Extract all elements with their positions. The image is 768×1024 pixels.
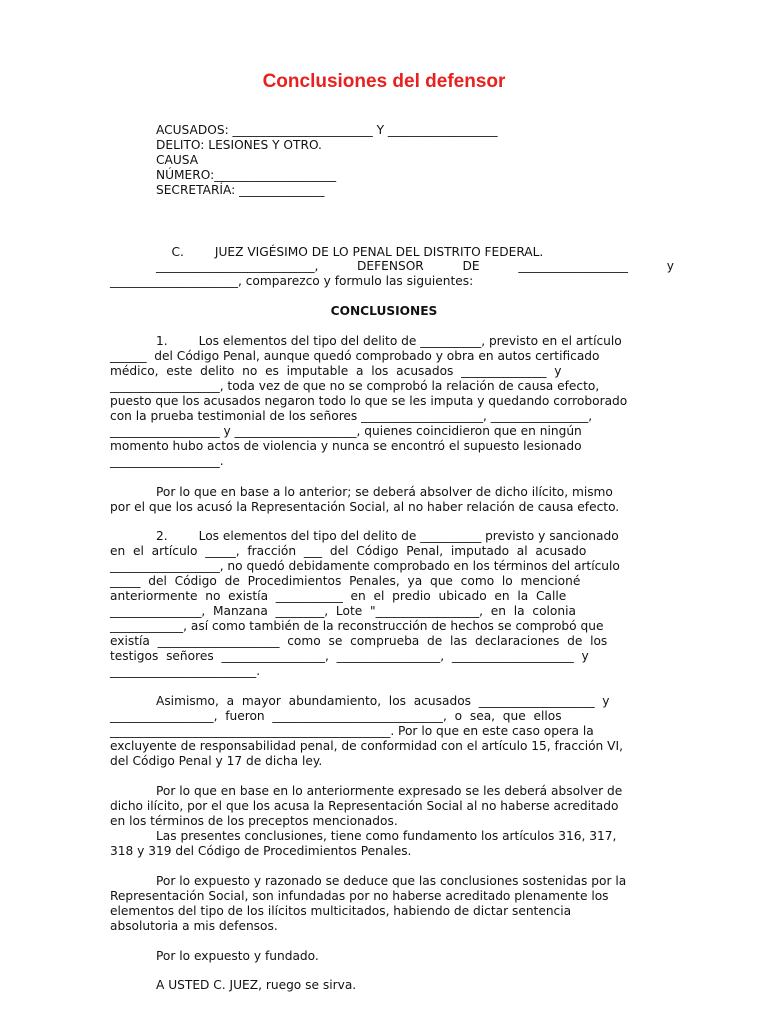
paragraph-line: ______________________________________________. Por lo que en este caso opera la <box>110 724 594 738</box>
paragraph-line: _____ del Código de Procedimientos Penales, ya que como lo mencioné <box>110 574 581 588</box>
paragraph-line: Por lo expuesto y fundado. <box>156 949 319 963</box>
section-heading: CONCLUSIONES <box>330 304 438 318</box>
intro-line: __________________________, DEFENSOR DE __________________ y <box>156 259 674 273</box>
paragraph-line: testigos señores _________________, _________________, ____________________ y <box>110 649 589 663</box>
paragraph-line: con la prueba testimonial de los señores ____________________, ________________, <box>110 409 593 423</box>
paragraph-line: 2. Los elementos del tipo del delito de __________ previsto y sancionado <box>156 529 619 543</box>
paragraph-6 <box>110 829 658 859</box>
paragraph-9 <box>110 978 658 993</box>
paragraph-2 <box>110 485 658 515</box>
header-line: SECRETARÍA: ______________ <box>156 183 325 197</box>
paragraph-line: Por lo que en base a lo anterior; se deberá absolver de dicho ilícito, mismo <box>156 485 613 499</box>
paragraph-line: en el artículo _____, fracción ___ del Código Penal, imputado al acusado <box>110 544 587 558</box>
header-line: ACUSADOS: _______________________ Y __________________ <box>156 123 498 137</box>
paragraph-line: elementos del tipo de los ilícitos multicitados, habiendo de dictar sentencia <box>110 904 572 918</box>
intro-line: _____________________, comparezco y formulo las siguientes: <box>110 274 474 288</box>
header-line: CAUSA <box>156 153 199 167</box>
paragraph-line: del Código Penal y 17 de dicha ley. <box>110 754 323 768</box>
paragraph-7 <box>110 874 658 934</box>
paragraph-line: momento hubo actos de violencia y nunca se encontró el supuesto lesionado <box>110 439 582 453</box>
paragraph-line: _______________, Manzana ________, Lote "_________________, en la colonia <box>110 604 576 618</box>
paragraph-line: Asimismo, a mayor abundamiento, los acusados ___________________ y <box>156 694 610 708</box>
paragraph-line: puesto que los acusados negaron todo lo que se les imputa y quedando corroborado <box>110 394 628 408</box>
paragraph-4 <box>110 694 658 769</box>
paragraph-line: __________________. <box>110 454 224 468</box>
paragraph-line: __________________, no quedó debidamente comprobado en los términos del artículo <box>110 559 620 573</box>
paragraph-line: Las presentes conclusiones, tiene como fundamento los artículos 316, 317, <box>156 829 617 843</box>
paragraph-line: 318 y 319 del Código de Procedimientos Penales. <box>110 844 412 858</box>
paragraph-line: __________________, toda vez de que no se comprobó la relación de causa efecto, <box>110 379 600 393</box>
case-header <box>156 123 656 198</box>
paragraph-line: excluyente de responsabilidad penal, de conformidad con el artículo 15, fracción VI, <box>110 739 623 753</box>
paragraph-line: por el que los acusó la Representación Social, al no haber relación de causa efecto. <box>110 500 620 514</box>
paragraph-3 <box>110 529 658 679</box>
paragraph-line: A USTED C. JUEZ, ruego se sirva. <box>156 978 357 992</box>
paragraph-line: Por lo expuesto y razonado se deduce que las conclusiones sostenidas por la <box>156 874 627 888</box>
intro-paragraph-2 <box>110 274 658 289</box>
paragraph-line: __________________ y ____________________, quienes coincidieron que en ningún <box>110 424 582 438</box>
paragraph-line: absolutoria a mis defensos. <box>110 919 278 933</box>
paragraph-line: existía ____________________ como se comprueba de las declaraciones de los <box>110 634 608 648</box>
paragraph-line: dicho ilícito, por el que los acusa la Representación Social al no haberse acreditado <box>110 799 619 813</box>
paragraph-5 <box>110 784 658 829</box>
paragraph-line: en los términos de los preceptos mencionados. <box>110 814 398 828</box>
paragraph-line: 1. Los elementos del tipo del delito de __________, previsto en el artículo <box>156 334 622 348</box>
paragraph-line: ____________, así como también de la reconstrucción de hechos se comprobó que <box>110 619 604 633</box>
addressee-text: C. JUEZ VIGÉSIMO DE LO PENAL DEL DISTRITO FEDERAL. <box>171 245 544 259</box>
paragraph-1 <box>110 334 658 469</box>
intro-paragraph <box>156 259 674 274</box>
paragraph-line: ________________________. <box>110 664 261 678</box>
paragraph-line: _________________, fueron ____________________________, o sea, que ellos <box>110 709 562 723</box>
header-line: DELITO: LESIONES Y OTRO. <box>156 138 322 152</box>
paragraph-line: Por lo que en base en lo anteriormente expresado se les deberá absolver de <box>156 784 623 798</box>
paragraph-line: médico, este delito no es imputable a los acusados ______________ y <box>110 364 562 378</box>
paragraph-line: ______ del Código Penal, aunque quedó comprobado y obra en autos certificado <box>110 349 600 363</box>
header-line: NÚMERO:____________________ <box>156 168 337 182</box>
paragraph-line: anteriormente no existía ___________ en el predio ubicado en la Calle <box>110 589 567 603</box>
paragraph-line: Representación Social, son infundadas por no haberse acreditado plenamente los <box>110 889 609 903</box>
document-title: Conclusiones del defensor <box>262 71 506 92</box>
paragraph-8 <box>110 949 658 964</box>
